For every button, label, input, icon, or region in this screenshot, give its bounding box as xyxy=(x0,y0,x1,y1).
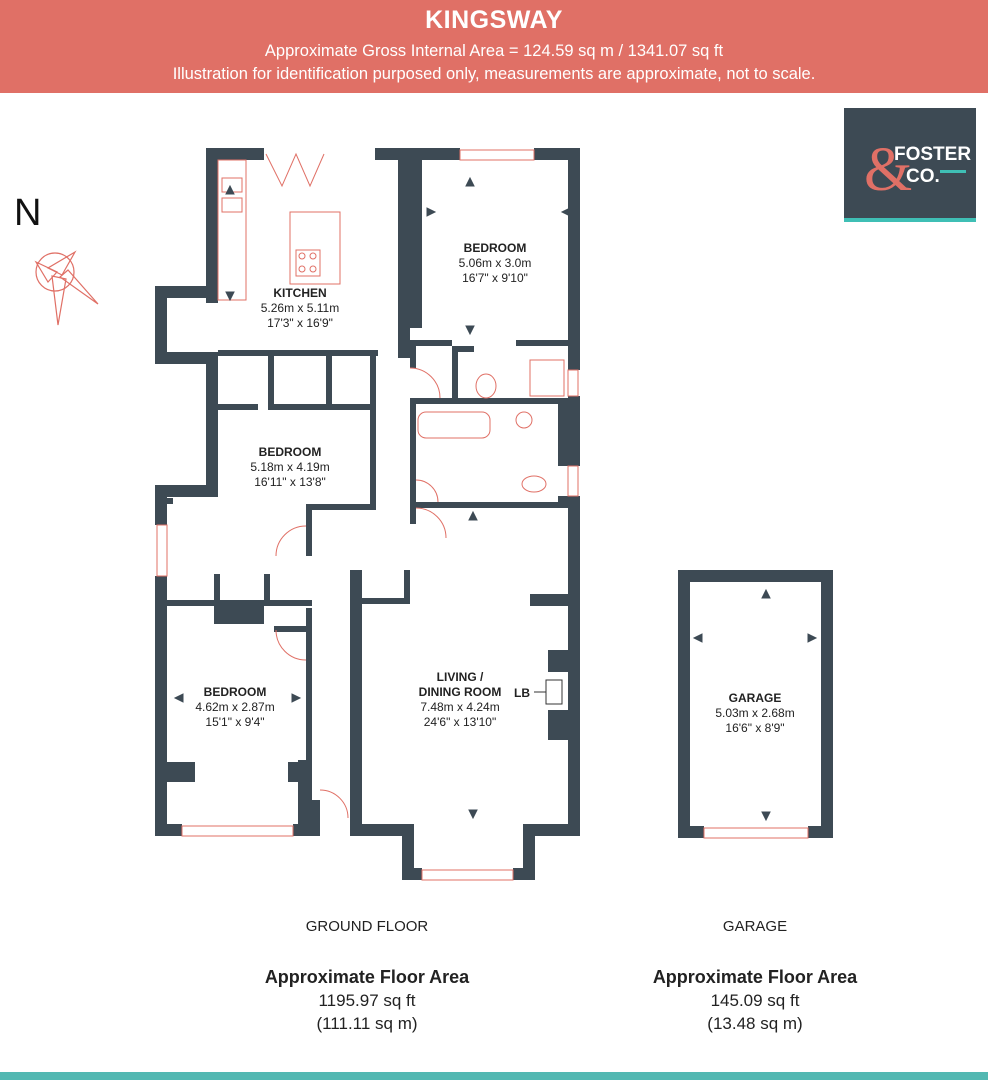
gross-area-text: Approximate Gross Internal Area = 124.59 sq m / 1341.07 sq ft xyxy=(264,42,724,60)
garage-floor-label: GARAGE xyxy=(722,918,788,935)
footer-bar xyxy=(0,1072,988,1080)
living-room-label: LIVING / DINING ROOM 7.48m x 4.24m 24'6" x 13'10" xyxy=(418,670,502,729)
ground-floor-label: GROUND FLOOR xyxy=(305,918,429,935)
page-title: KINGSWAY xyxy=(425,6,563,34)
disclaimer-text: Illustration for identification purposed only, measurements are approximate, not to scale. xyxy=(172,65,816,83)
svg-text:FOSTER: FOSTER xyxy=(894,144,972,165)
lb-label: LB xyxy=(514,686,530,700)
svg-text:CO.: CO. xyxy=(906,166,940,187)
north-label: N xyxy=(14,192,42,234)
kitchen-label: KITCHEN 5.26m x 5.11m 17'3" x 16'9" xyxy=(260,286,340,330)
lb-box xyxy=(546,680,562,704)
svg-text:&: & xyxy=(864,136,913,204)
bedroom-top-label: BEDROOM 5.06m x 3.0m 16'7" x 9'10" xyxy=(458,241,532,285)
garage-label: GARAGE 5.03m x 2.68m 16'6" x 8'9" xyxy=(715,691,795,735)
bedroom-low-label: BEDROOM 4.62m x 2.87m 15'1" x 9'4" xyxy=(195,685,275,729)
compass-icon xyxy=(36,252,98,325)
ground-floor-area: Approximate Floor Area 1195.97 sq ft (111.11 sq m) xyxy=(264,967,470,1033)
bedroom-mid-label: BEDROOM 5.18m x 4.19m 16'11" x 13'8" xyxy=(250,445,330,489)
garage-floor-area: Approximate Floor Area 145.09 sq ft (13.48 sq m) xyxy=(652,967,858,1033)
